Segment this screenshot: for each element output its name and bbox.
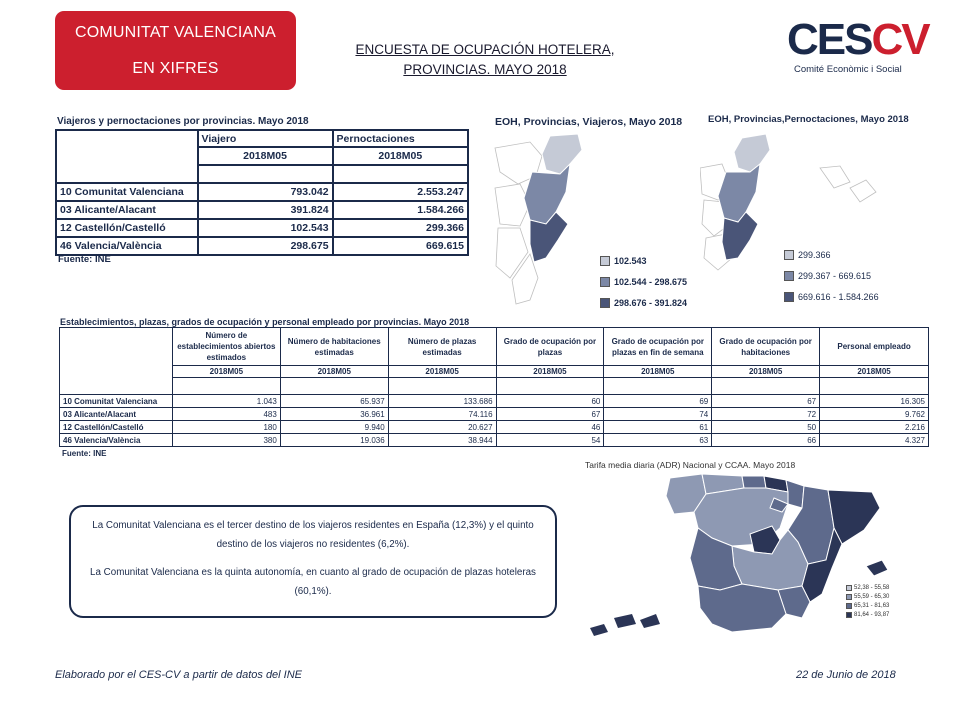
footer-credit: Elaborado por el CES-CV a partir de datos del INE [55,669,303,681]
row-viajeros: 391.824 [198,201,333,219]
row-label: 10 Comunitat Valenciana [56,183,198,201]
table2-spacer-cell [820,378,929,395]
row-pernoctaciones: 669.615 [333,237,468,255]
document-title [320,40,650,80]
document-title-line-2: PROVINCIAS. MAYO 2018 [403,62,567,77]
row-label: 46 Valencia/València [56,237,198,255]
legend-swatch [600,298,610,308]
table1-period-1: 2018M05 [198,147,333,165]
footer-date: 22 de Junio de 2018 [796,669,896,681]
table2-header-row [60,328,929,366]
table2-spacer-cell [388,378,496,395]
table2-period: 2018M05 [604,366,712,378]
row-value: 380 [172,434,280,447]
table1-spacer-cell [198,165,333,183]
row-value: 60 [496,395,604,408]
table2-spacer-cell [172,378,280,395]
legend-item [846,583,889,592]
row-label: 46 Valencia/València [60,434,173,447]
row-value: 9.762 [820,408,929,421]
spain-map-legend [846,583,889,619]
table1-col-viajero: Viajero [198,130,333,147]
legend-label: 299.366 [798,249,831,260]
cescv-logo [787,15,929,78]
table-row [56,219,468,237]
table2-period: 2018M05 [388,366,496,378]
legend-item [784,265,879,286]
table1-header-row [56,130,468,147]
row-value: 66 [712,434,820,447]
table2-col-header: Grado de ocupación por plazas [496,328,604,366]
map2-title: EOH, Provincias,Pernoctaciones, Mayo 2018 [708,114,909,125]
row-label: 12 Castellón/Castelló [60,421,173,434]
note-paragraph-2: La Comunitat Valenciana es la quinta autonomía, en cuanto al grado de ocupación de plazas hoteleras (60,1%). [90,567,536,597]
table2-spacer-cell [712,378,820,395]
table2-spacer-cell [604,378,712,395]
region-baleares [866,560,888,576]
table2-title: Establecimientos, plazas, grados de ocupación y personal empleado por provincias. Mayo 2018 [60,317,470,327]
row-value: 61 [604,421,712,434]
table1-title: Viajeros y pernoctaciones por provincias. Mayo 2018 [57,116,309,127]
row-label: 03 Alicante/Alacant [56,201,198,219]
canary-islands [590,614,660,636]
legend-item [600,250,687,271]
row-pernoctaciones: 2.553.247 [333,183,468,201]
row-value: 65.937 [280,395,388,408]
row-value: 1.043 [172,395,280,408]
province-valencia [718,164,760,222]
legend-swatch [846,603,852,609]
row-label: 12 Castellón/Castelló [56,219,198,237]
legend-label: 102.544 - 298.675 [614,276,688,287]
logo-subtitle: Comité Econòmic i Social [794,64,902,75]
table2-spacer-cell [280,378,388,395]
table2-corner [60,328,173,395]
table2-col-header: Número de establecimientos abiertos estimados [172,328,280,366]
badge-line-1: COMUNITAT VALENCIANA [74,23,277,41]
legend-item [600,292,687,313]
legend-label: 52,38 - 55,58 [854,584,890,591]
table2-period: 2018M05 [280,366,388,378]
table1-corner [56,130,198,183]
map2-legend [784,244,879,307]
legend-item [784,244,879,265]
table2-period: 2018M05 [712,366,820,378]
logo-ces: CES [787,15,872,64]
table-row [56,237,468,255]
row-value: 67 [712,395,820,408]
table2-period: 2018M05 [496,366,604,378]
row-value: 72 [712,408,820,421]
row-value: 36.961 [280,408,388,421]
legend-swatch [784,292,794,302]
note-paragraph-1: La Comunitat Valenciana es el tercer destino de los viajeros residentes en España (12,3%) y el quinto destino de los viajeros no residentes (6,2%). [92,520,534,550]
logo-cv: CV [871,15,929,64]
region-badge [55,11,296,90]
legend-swatch [846,585,852,591]
map1-legend [600,250,687,313]
row-viajeros: 298.675 [198,237,333,255]
row-value: 133.686 [388,395,496,408]
highlight-note [69,505,557,618]
table2-spacer-row [60,378,929,395]
logo-wordmark [787,15,929,64]
table2-period-row [60,366,929,378]
region-canarias-east [614,614,660,628]
legend-label: 65,31 - 81,63 [854,602,890,609]
row-value: 54 [496,434,604,447]
legend-label: 298.676 - 391.824 [614,297,688,308]
table2-col-header: Grado de ocupación por habitaciones [712,328,820,366]
document-title-line-1: ENCUESTA DE OCUPACIÓN HOTELERA, [355,42,615,57]
row-value: 38.944 [388,434,496,447]
table-row [60,421,929,434]
spain-adr-map [582,468,922,646]
establishments-table [59,327,929,447]
row-pernoctaciones: 1.584.266 [333,201,468,219]
row-label: 03 Alicante/Alacant [60,408,173,421]
table1-source: Fuente: INE [58,254,111,265]
table1-col-pernoctaciones: Pernoctaciones [333,130,468,147]
province-castellon [542,134,582,174]
legend-swatch [846,594,852,600]
table2-period: 2018M05 [172,366,280,378]
row-value: 74.116 [388,408,496,421]
row-value: 483 [172,408,280,421]
row-value: 69 [604,395,712,408]
legend-item [846,610,889,619]
row-label: 10 Comunitat Valenciana [60,395,173,408]
row-pernoctaciones: 299.366 [333,219,468,237]
table2-col-header: Número de plazas estimadas [388,328,496,366]
row-value: 16.305 [820,395,929,408]
row-value: 2.216 [820,421,929,434]
region-cantabria [742,476,766,488]
legend-swatch [600,277,610,287]
province-valencia [524,164,570,224]
legend-swatch [846,612,852,618]
row-value: 63 [604,434,712,447]
legend-label: 299.367 - 669.615 [798,270,872,281]
table2-source: Fuente: INE [62,449,107,458]
table2-col-header: Grado de ocupación por plazas en fin de semana [604,328,712,366]
legend-swatch [600,256,610,266]
legend-item [846,592,889,601]
table-row [60,395,929,408]
row-value: 50 [712,421,820,434]
table1-period-2: 2018M05 [333,147,468,165]
map1-title: EOH, Provincias, Viajeros, Mayo 2018 [495,116,683,128]
table1-spacer-cell [333,165,468,183]
row-value: 67 [496,408,604,421]
row-value: 20.627 [388,421,496,434]
province-alicante [722,212,758,260]
region-canarias [590,624,608,636]
row-value: 46 [496,421,604,434]
legend-swatch [784,250,794,260]
table2-period: 2018M05 [820,366,929,378]
spain-map-title: Tarifa media diaria (ADR) Nacional y CCAA. Mayo 2018 [585,460,796,470]
table2-col-header: Número de habitaciones estimadas [280,328,388,366]
row-value: 19.036 [280,434,388,447]
row-value: 180 [172,421,280,434]
table-row [56,201,468,219]
travellers-table [55,129,469,256]
row-value: 4.327 [820,434,929,447]
table-row [60,434,929,447]
legend-label: 81,64 - 93,87 [854,611,890,618]
legend-item [600,271,687,292]
legend-item [784,286,879,307]
row-value: 74 [604,408,712,421]
province-castellon [734,134,770,172]
badge-line-2: EN XIFRES [132,59,219,77]
region-andalucia [698,584,786,632]
legend-swatch [784,271,794,281]
row-viajeros: 102.543 [198,219,333,237]
legend-label: 669.616 - 1.584.266 [798,291,879,302]
row-value: 9.940 [280,421,388,434]
legend-label: 55,59 - 65,30 [854,593,890,600]
table-row [60,408,929,421]
table2-spacer-cell [496,378,604,395]
row-viajeros: 793.042 [198,183,333,201]
table2-col-header: Personal empleado [820,328,929,366]
table-row [56,183,468,201]
legend-item [846,601,889,610]
legend-label: 102.543 [614,255,647,266]
